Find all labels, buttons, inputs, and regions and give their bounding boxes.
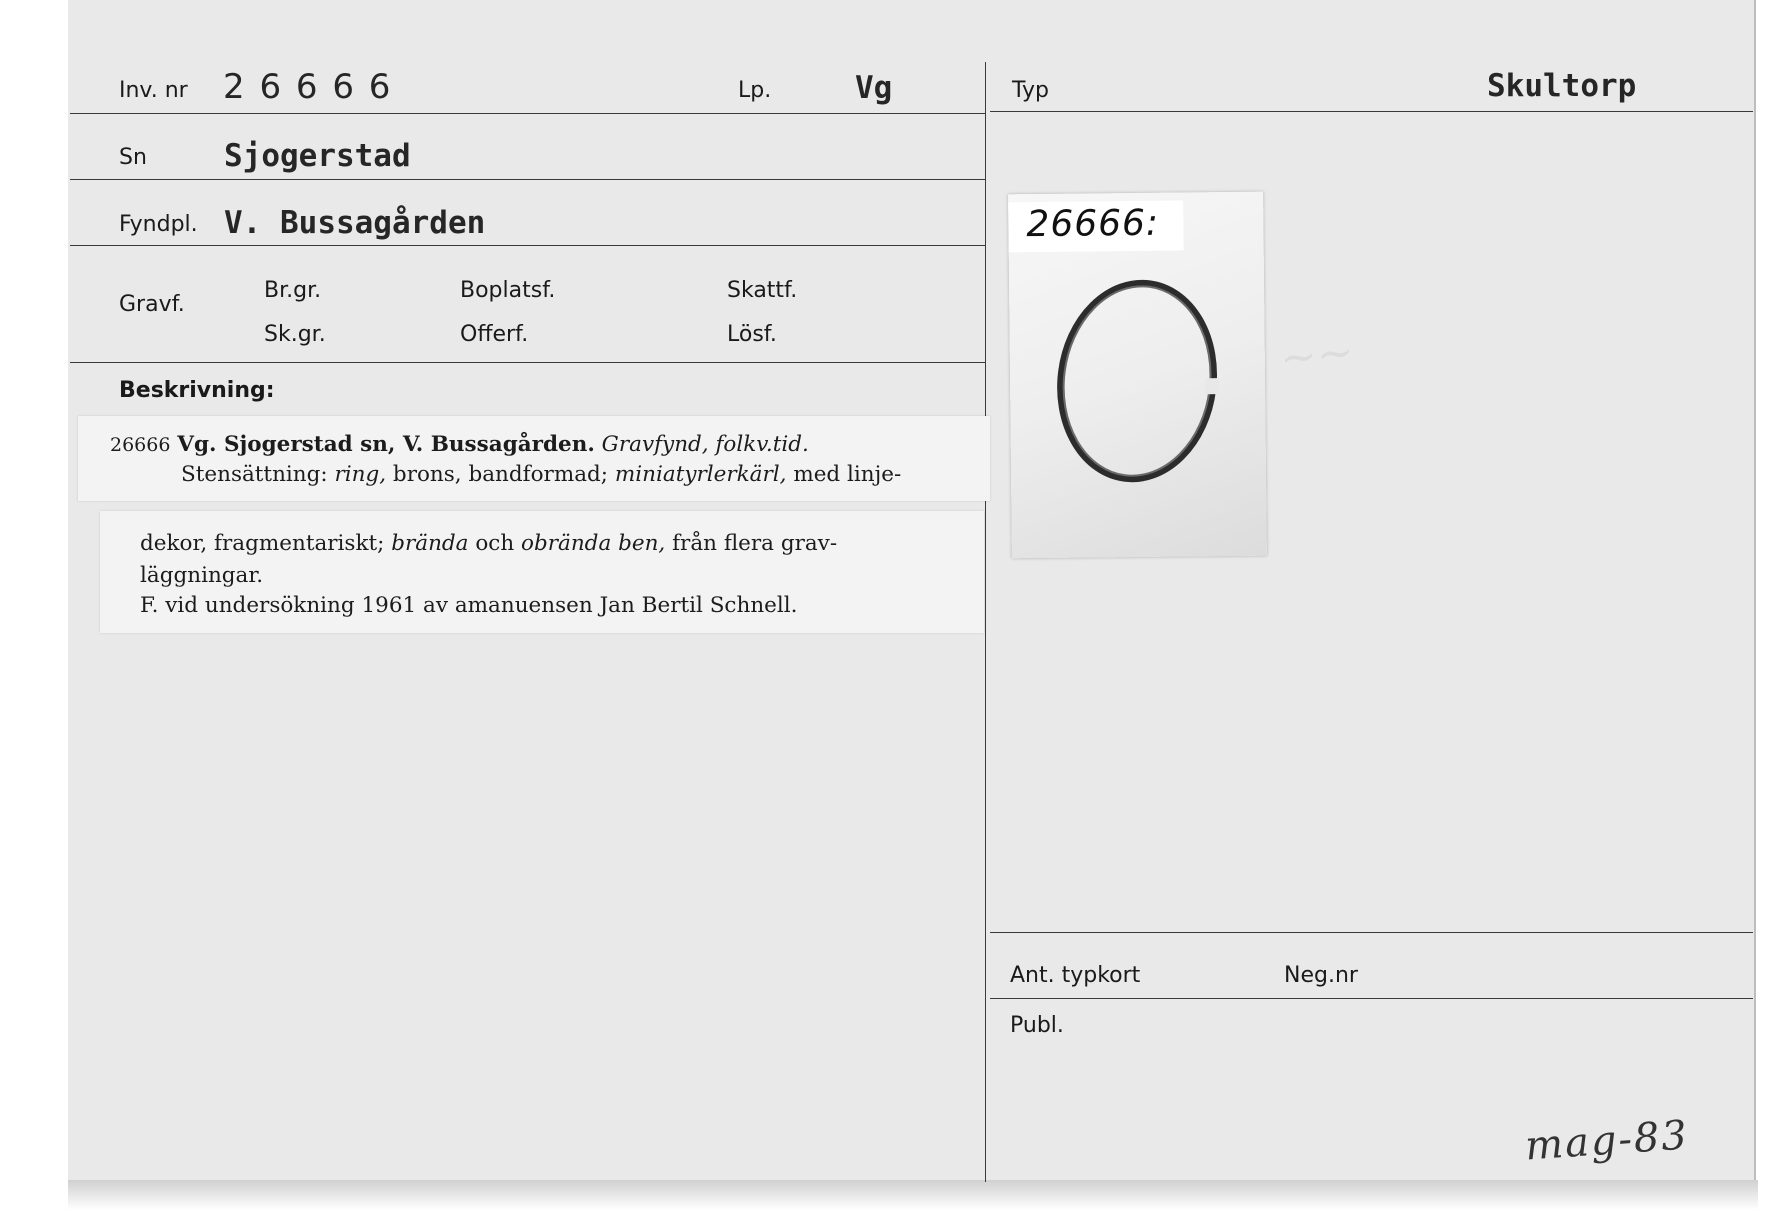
- lp-label: Lp.: [738, 78, 772, 103]
- divider-publ: [990, 998, 1753, 999]
- slip2-line1-text-b: och: [468, 531, 522, 556]
- bronze-ring-image: [1008, 192, 1267, 559]
- br-gr-label: Br.gr.: [264, 278, 322, 303]
- divider-row3: [70, 245, 985, 246]
- description-slip-1: [78, 416, 990, 501]
- slip1-line2-text-a: Stensättning:: [181, 462, 335, 487]
- sn-value: Sjogerstad: [224, 138, 411, 174]
- slip1-line2-text-c: med linje-: [786, 462, 902, 487]
- faint-ghost-mark: ∼∼: [1277, 326, 1357, 385]
- divider-column: [985, 62, 986, 1182]
- divider-row1: [70, 113, 985, 114]
- divider-row1-right: [990, 111, 1753, 112]
- divider-ant-typkort: [990, 932, 1753, 933]
- beskrivning-label: Beskrivning:: [119, 378, 275, 403]
- sn-label: Sn: [119, 145, 147, 170]
- skattf-label: Skattf.: [727, 278, 798, 303]
- fyndpl-label: Fyndpl.: [119, 212, 198, 237]
- divider-row2: [70, 179, 985, 180]
- ring-photograph: [1008, 192, 1267, 559]
- fyndpl-value: V. Bussagården: [224, 205, 486, 241]
- slip1-number: 26666: [110, 434, 171, 456]
- sk-gr-label: Sk.gr.: [264, 322, 326, 347]
- slip1-line2-miniatyr: miniatyrlerkärl,: [614, 462, 787, 487]
- slip2-line2: läggningar.: [140, 563, 264, 588]
- slip1-line2-text-b: brons, bandformad;: [386, 462, 615, 487]
- slip1-heading: Vg. Sjogerstad sn, V. Bussagården.: [177, 432, 595, 457]
- slip2-line1: [140, 531, 837, 556]
- handwritten-note: mag-83: [1523, 1112, 1691, 1170]
- typ-value: Skultorp: [1487, 68, 1637, 104]
- photo-number-text: 26666:: [1026, 202, 1160, 246]
- slip2-line3: F. vid undersökning 1961 av amanuensen Jan Bertil Schnell.: [140, 593, 798, 618]
- card-shadow: [68, 1180, 1758, 1210]
- slip2-line1-text-a: dekor, fragmentariskt;: [140, 531, 392, 556]
- slip1-line2: [181, 462, 901, 487]
- description-slip-2: [100, 511, 984, 633]
- neg-nr-label: Neg.nr: [1284, 963, 1358, 988]
- slip1-line2-ring: ring,: [334, 462, 387, 487]
- slip2-line1-text-c: från flera grav-: [665, 531, 838, 556]
- lp-value: Vg: [855, 70, 893, 106]
- losf-label: Lösf.: [727, 322, 777, 347]
- ant-typkort-label: Ant. typkort: [1010, 963, 1141, 988]
- divider-row4: [70, 362, 985, 363]
- typ-label: Typ: [1012, 78, 1049, 103]
- offerf-label: Offerf.: [460, 322, 529, 347]
- inv-nr-value: 2 6 6 6 6: [223, 67, 393, 107]
- slip1-line1: [110, 432, 809, 457]
- publ-label: Publ.: [1010, 1013, 1064, 1038]
- slip2-line1-obranda: obrända ben,: [521, 531, 666, 556]
- slip2-line1-branda: brända: [391, 531, 469, 556]
- slip1-heading-italic: Gravfynd, folkv.tid.: [601, 432, 809, 457]
- boplatsf-label: Boplatsf.: [460, 278, 556, 303]
- inv-nr-label: Inv. nr: [119, 78, 188, 103]
- gravf-label: Gravf.: [119, 292, 185, 317]
